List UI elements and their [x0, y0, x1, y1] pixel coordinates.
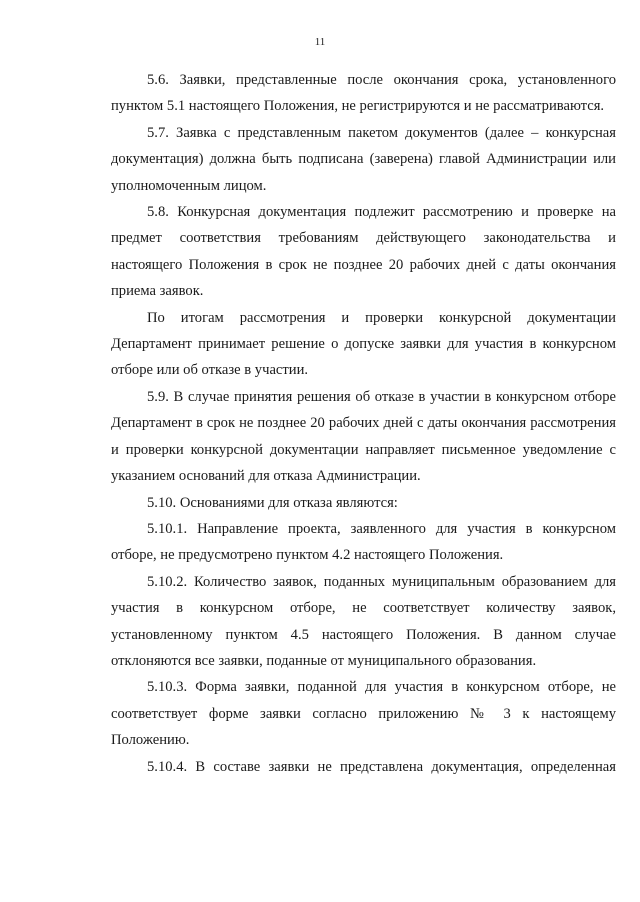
- paragraph-5-10-3: 5.10.3. Форма заявки, поданной для участия в конкурсном отборе, не соответствует форме заявки согласно приложению № 3 к настоящему Положению.: [111, 679, 616, 749]
- paragraph-5-9: 5.9. В случае принятия решения об отказе в участии в конкурсном отборе Департамент в срок не позднее 20 рабочих дней с даты окончания рассмотрения и проверки конкурсной документации направляет письменное уведомление с указанием оснований для отказа Администрации.: [111, 388, 616, 485]
- paragraph-5-6: 5.6. Заявки, представленные после окончания срока, установленного пунктом 5.1 настоящего Положения, не регистрируются и не рассматриваются.: [111, 72, 616, 115]
- paragraph-review-results: По итогам рассмотрения и проверки конкурсной документации Департамент принимает решение о допуске заявки для участия в конкурсном отборе или об отказе в участии.: [111, 309, 616, 379]
- paragraph-5-10-4: 5.10.4. В составе заявки не представлена документация, определенная: [147, 758, 616, 775]
- paragraph-5-10-2: 5.10.2. Количество заявок, поданных муниципальным образованием для участия в конкурсном отборе, не соответствует количеству заявок, установленному пунктом 4.5 настоящего Положения. В данном случае отклоняются все заявки, поданные от муниципального образования.: [111, 573, 616, 669]
- document-body: [111, 67, 616, 780]
- paragraph-5-7: 5.7. Заявка с представленным пакетом документов (далее – конкурсная документация) должна быть подписана (заверена) главой Администрации или уполномоченным лицом.: [111, 124, 616, 194]
- paragraph-5-8: 5.8. Конкурсная документация подлежит рассмотрению и проверке на предмет соответствия требованиям действующего законодательства и настоящего Положения в срок не позднее 20 рабочих дней с даты окончания приема заявок.: [111, 204, 616, 300]
- paragraph-5-10: 5.10. Основаниями для отказа являются:: [147, 494, 398, 511]
- paragraph-5-10-1: 5.10.1. Направление проекта, заявленного для участия в конкурсном отборе, не предусмотрено пунктом 4.2 настоящего Положения.: [111, 520, 616, 564]
- page-number: 11: [314, 36, 326, 48]
